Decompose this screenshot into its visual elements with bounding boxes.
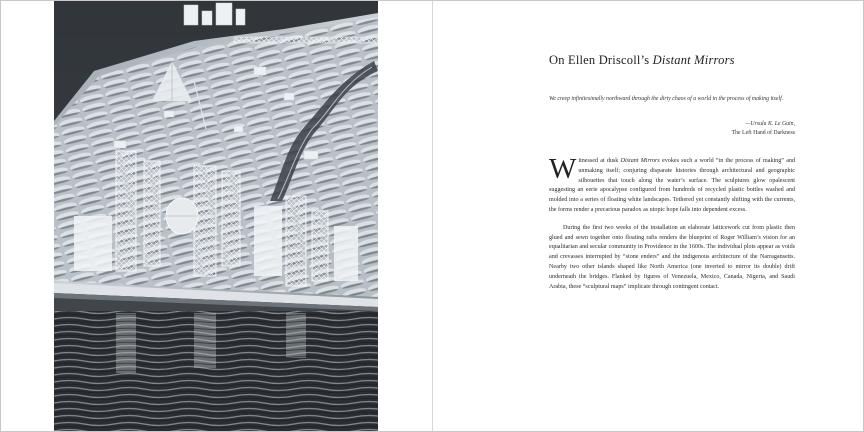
paragraph-1-lead: itnessed at dusk — [578, 158, 621, 164]
essay-body — [549, 153, 795, 292]
epigraph-attribution — [549, 120, 795, 138]
paragraph-2: During the first two weeks of the installation an elaborate latticework cut from plastic then glued and sewn together onto floating rafts renders the blueprint of Roger William’s vision for an equalitarian and secular community in Providence in the 1600s. The individual plots appear as voids and crevasses interrupted by “stone enders” and the indigenous architecture of the Narragansetts. Nearby two other islands shaped like North America (one inverted to mirror its double) drift underneath the bridges. Flanked by figures of Venezuela, Mexico, Canada, Nigeria, and Saudi Arabia, these “sculptural maps” implicate through contingent contact. — [549, 224, 795, 290]
epigraph-author: —Ursula K. Le Guin, — [745, 121, 795, 127]
title-work: Distant Mirrors — [652, 53, 735, 67]
drop-cap: W — [549, 153, 577, 185]
paragraph-1 — [549, 153, 795, 216]
title-prefix: On Ellen Driscoll’s — [549, 53, 653, 67]
paragraph-1-title: Distant Mirrors — [620, 158, 660, 164]
page-gutter — [432, 1, 433, 431]
paragraph-1-text: evokes such a world “in the process of making” and unmaking itself; conjuring disparate histories through architectural and geographic silhouettes that touch along the water’s surface. The sculptures glow opalescent suggesting an eerie apocalypse configured from hundreds of recycled plastic bottles washed and molded into a series of floating white landscapes. Tethered yet constantly shifting with the currents, the forms render a precarious paradox as utopic hope falls into dependent excess. — [549, 158, 795, 213]
sculpture-photo-illustration — [54, 1, 378, 431]
epigraph-work: The Left Hand of Darkness — [731, 130, 795, 136]
epigraph-quote: We creep infinitesimally northward through the dirty chaos of a world in the process of making itself. — [549, 96, 784, 102]
essay-title — [549, 53, 735, 68]
sculpture-photo — [54, 1, 378, 431]
